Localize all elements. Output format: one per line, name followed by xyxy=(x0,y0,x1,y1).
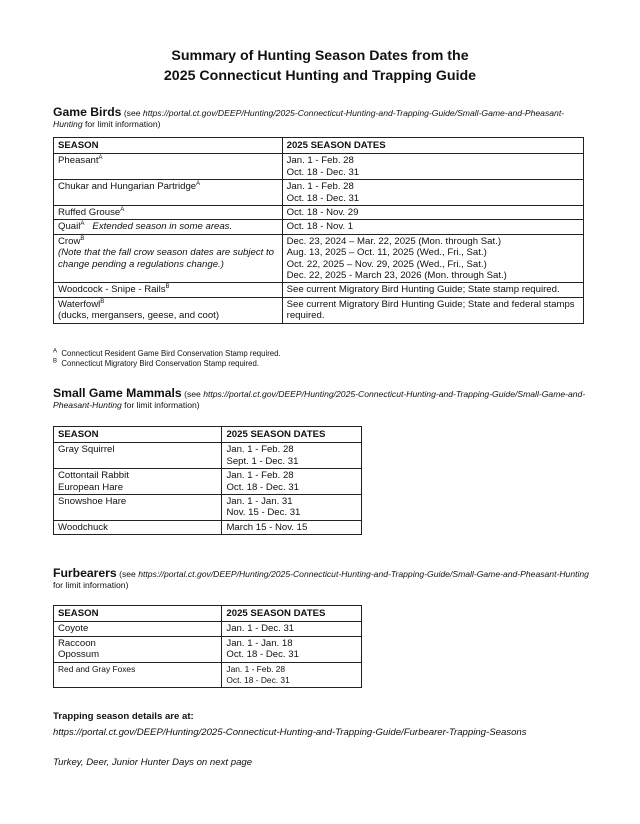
table-header-row xyxy=(54,606,362,622)
season-name: Cottontail Rabbit xyxy=(58,470,129,482)
furbearers-see-suffix: for limit information) xyxy=(53,580,129,590)
trapping-url[interactable]: https://portal.ct.gov/DEEP/Hunting/2025-Connecticut-Hunting-and-Trapping-Guide/Furbearer-Trapping-Seasons xyxy=(53,727,527,738)
footnote-mark: A xyxy=(196,181,201,188)
table-header-row xyxy=(54,138,584,154)
season-dates: See current Migratory Bird Hunting Guide; State and federal stamps required. xyxy=(286,298,575,322)
game-birds-heading xyxy=(53,107,593,130)
table-row xyxy=(54,154,584,180)
season-column-header: SEASON xyxy=(54,427,222,443)
season-dates: Oct. 18 - Dec. 31 xyxy=(226,649,299,661)
season-name: Coyote xyxy=(58,623,89,635)
season-dates: Nov. 15 - Dec. 31 xyxy=(226,507,301,519)
season-name: Chukar and Hungarian Partridge xyxy=(58,181,197,193)
season-dates: Dec. 23, 2024 – Mar. 22, 2025 (Mon. through Sat.) xyxy=(286,235,502,247)
dates-column-header: 2025 SEASON DATES xyxy=(222,427,362,443)
season-name: Woodcock - Snipe - Rails xyxy=(58,284,166,296)
season-dates: Oct. 18 - Nov. 1 xyxy=(286,221,354,233)
season-name: Opossum xyxy=(58,649,100,661)
season-dates: Jan. 1 - Feb. 28 xyxy=(226,444,294,456)
table-row xyxy=(54,469,362,495)
table-row xyxy=(54,622,362,636)
season-dates: Oct. 18 - Dec. 31 xyxy=(226,675,290,686)
footnote-a-text: Connecticut Resident Game Bird Conservation Stamp required. xyxy=(61,349,281,358)
season-name: Raccoon xyxy=(58,637,96,649)
page-title xyxy=(0,46,640,86)
table-row xyxy=(54,443,362,469)
season-name: Crow xyxy=(58,235,81,247)
season-name: Red and Gray Foxes xyxy=(58,663,136,674)
season-dates: See current Migratory Bird Hunting Guide; State stamp required. xyxy=(286,284,560,296)
table-row xyxy=(54,234,584,283)
season-name: Woodchuck xyxy=(58,521,108,533)
season-dates: Jan. 1 - Feb. 28 xyxy=(286,181,354,193)
footnote-a xyxy=(53,349,281,359)
season-name: Quail xyxy=(58,221,81,233)
season-name: Snowshoe Hare xyxy=(58,496,127,508)
season-dates: Dec. 22, 2025 - March 23, 2026 (Mon. through Sat.) xyxy=(286,270,507,282)
season-dates: Aug. 13, 2025 – Oct. 11, 2025 (Wed., Fri., Sat.) xyxy=(286,247,487,259)
next-page-note: Turkey, Deer, Junior Hunter Days on next page xyxy=(53,757,253,768)
table-row xyxy=(54,662,362,688)
footnote-b xyxy=(53,359,281,369)
small-game-see-prefix: (see xyxy=(184,389,204,399)
table-row xyxy=(54,180,584,206)
title-line-1: Summary of Hunting Season Dates from the xyxy=(171,48,469,64)
table-row xyxy=(54,220,584,234)
furbearers-url[interactable]: https://portal.ct.gov/DEEP/Hunting/2025-Connecticut-Hunting-and-Trapping-Guide/Small-Game-and-Pheasant-Hunting xyxy=(138,569,589,579)
small-game-table xyxy=(53,426,362,535)
game-birds-url[interactable]: https://portal.ct.gov/DEEP/Hunting/2025-Connecticut-Hunting-and-Trapping-Guide/Small-Game-and-Pheasant-Hunting xyxy=(53,108,565,129)
furbearers-table xyxy=(53,605,362,688)
season-dates: March 15 - Nov. 15 xyxy=(226,521,308,533)
table-row xyxy=(54,636,362,662)
season-column-header: SEASON xyxy=(54,138,283,154)
table-row xyxy=(54,283,584,297)
small-game-url[interactable]: https://portal.ct.gov/DEEP/Hunting/2025-Connecticut-Hunting-and-Trapping-Guide/Small-Game-and-Pheasant-Hunting xyxy=(53,389,586,410)
season-name: European Hare xyxy=(58,481,124,493)
season-dates: Oct. 18 - Dec. 31 xyxy=(286,192,360,204)
title-line-2: 2025 Connecticut Hunting and Trapping Guide xyxy=(163,68,477,84)
table-row xyxy=(54,495,362,521)
season-note: (Note that the fall crow season dates are subject to change pending a regulations change.) xyxy=(58,247,274,270)
furbearers-see-prefix: (see xyxy=(119,569,139,579)
table-row xyxy=(54,206,584,220)
footnote-mark: B xyxy=(165,284,170,291)
game-birds-see-suffix: for limit information) xyxy=(82,119,161,129)
game-birds-footnotes xyxy=(53,349,281,369)
table-header-row xyxy=(54,427,362,443)
season-name: Ruffed Grouse xyxy=(58,207,121,219)
small-game-title: Small Game Mammals xyxy=(53,386,182,400)
furbearers-heading xyxy=(53,568,593,591)
season-dates: Oct. 18 - Dec. 31 xyxy=(226,481,299,493)
table-row xyxy=(54,520,362,534)
season-dates: Jan. 1 - Jan. 31 xyxy=(226,496,293,508)
season-name: Waterfowl xyxy=(58,298,101,310)
dates-column-header: 2025 SEASON DATES xyxy=(282,138,583,154)
season-name: Pheasant xyxy=(58,155,99,167)
footnote-b-mark: B xyxy=(53,358,58,365)
table-row xyxy=(54,297,584,323)
season-subtitle: (ducks, mergansers, geese, and coot) xyxy=(58,310,220,322)
footnote-mark: A xyxy=(80,221,85,228)
season-dates: Oct. 22, 2025 – Nov. 29, 2025 (Wed., Fri., Sat.) xyxy=(286,258,487,270)
season-dates: Jan. 1 - Feb. 28 xyxy=(226,470,294,482)
small-game-heading xyxy=(53,388,593,411)
footnote-a-mark: A xyxy=(53,348,58,355)
season-dates: Jan. 1 - Jan. 18 xyxy=(226,637,293,649)
footnote-mark: B xyxy=(100,298,105,305)
game-birds-title: Game Birds xyxy=(53,105,122,119)
footnote-mark: B xyxy=(80,235,85,242)
footnote-mark: A xyxy=(120,206,125,213)
dates-column-header: 2025 SEASON DATES xyxy=(222,606,362,622)
trapping-label: Trapping season details are at: xyxy=(53,711,194,722)
season-note: Extended season in some areas. xyxy=(92,221,233,233)
season-dates: Oct. 18 - Nov. 29 xyxy=(286,207,359,219)
footnote-mark: A xyxy=(98,155,103,162)
season-name: Gray Squirrel xyxy=(58,444,115,456)
season-dates: Jan. 1 - Dec. 31 xyxy=(226,623,295,635)
season-dates: Jan. 1 - Feb. 28 xyxy=(286,155,354,167)
footnote-b-text: Connecticut Migratory Bird Conservation Stamp required. xyxy=(61,359,259,368)
game-birds-table xyxy=(53,137,584,324)
season-dates: Sept. 1 - Dec. 31 xyxy=(226,455,299,467)
small-game-see-suffix: for limit information) xyxy=(121,400,200,410)
furbearers-title: Furbearers xyxy=(53,566,117,580)
season-dates: Oct. 18 - Dec. 31 xyxy=(286,166,360,178)
season-column-header: SEASON xyxy=(54,606,222,622)
season-dates: Jan. 1 - Feb. 28 xyxy=(226,663,286,674)
game-birds-see-prefix: (see xyxy=(123,108,143,118)
